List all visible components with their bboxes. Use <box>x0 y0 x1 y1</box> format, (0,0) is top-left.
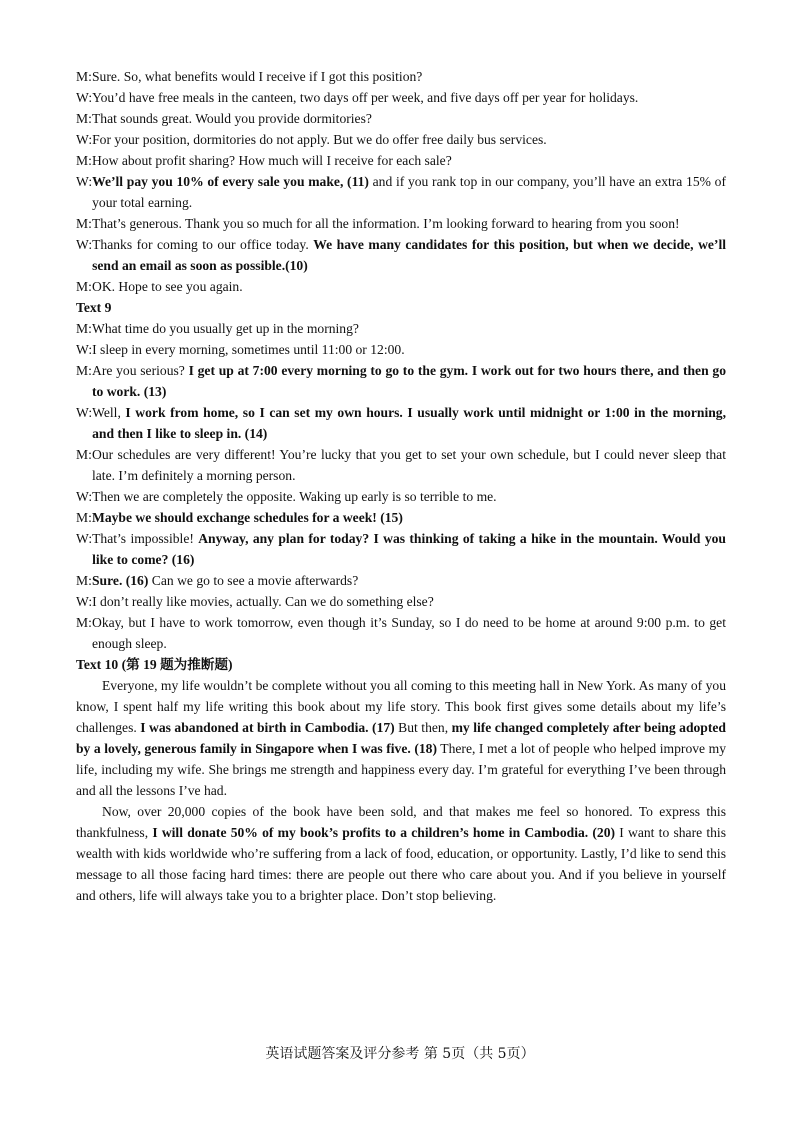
speaker-label: M: <box>76 69 92 84</box>
dialogue-line <box>76 276 726 297</box>
speaker-label: W: <box>76 531 93 546</box>
dialogue-line <box>76 339 726 360</box>
text-10-heading: Text 10 (第 19 题为推断题) <box>76 657 233 672</box>
dialogue-line <box>76 213 726 234</box>
dialogue-line <box>76 528 726 570</box>
text-run: Are you serious? <box>92 363 189 378</box>
speaker-label: M: <box>76 363 92 378</box>
dialogue-line <box>76 318 726 339</box>
dialogue-line <box>76 150 726 171</box>
dialogue-line <box>76 234 726 276</box>
text-run: For your position, dormitories do not apply. But we do offer free daily bus services. <box>92 132 547 147</box>
text-run: There, I met a lot of people who helped improve my life, including my wife. She brings me strength and happiness every day. I’m grateful for everything I’ve been through and all the lessons I’ve had. <box>76 741 726 798</box>
answer-evidence: Sure. (16) <box>92 573 149 588</box>
text-run: Our schedules are very different! You’re lucky that you get to set your own schedule, but I could never sleep that late. I’m definitely a morning person. <box>92 447 726 483</box>
text-9-heading: Text 9 <box>76 300 112 315</box>
answer-evidence: Anyway, any plan for today? I was thinking of taking a hike in the mountain. Would you like to come? (16) <box>92 531 726 567</box>
answer-evidence: I was abandoned at birth in Cambodia. (17) <box>140 720 395 735</box>
speaker-label: M: <box>76 321 92 336</box>
dialogue-text <box>92 171 726 213</box>
dialogue-text <box>92 528 726 570</box>
text-run: That’s impossible! <box>92 531 199 546</box>
text-run: OK. Hope to see you again. <box>92 279 243 294</box>
text-run: What time do you usually get up in the morning? <box>92 321 359 336</box>
answer-evidence: my life changed completely after being adopted by a lovely, generous family in Singapore when I was five. (18) <box>76 720 726 756</box>
speaker-label: M: <box>76 279 92 294</box>
answer-evidence: I work from home, so I can set my own hours. I usually work until midnight or 1:00 in the morning, and then I like to sleep in. (14) <box>92 405 726 441</box>
dialogue-text <box>92 360 726 402</box>
speaker-label: W: <box>76 174 93 189</box>
conversation-text-8 <box>76 66 726 297</box>
speaker-label: W: <box>76 489 93 504</box>
text-run: Well, <box>92 405 126 420</box>
speaker-label: W: <box>76 594 93 609</box>
dialogue-line <box>76 507 726 528</box>
answer-evidence: I get up at 7:00 every morning to go to the gym. I work out for two hours there, and then go to work. (13) <box>92 363 726 399</box>
dialogue-text <box>92 318 726 339</box>
dialogue-line <box>76 66 726 87</box>
dialogue-line <box>76 486 726 507</box>
text-run: Okay, but I have to work tomorrow, even though it’s Sunday, so I do need to be home at around 9:00 p.m. to get enough sleep. <box>92 615 726 651</box>
dialogue-line <box>76 87 726 108</box>
text-run: That sounds great. Would you provide dormitories? <box>92 111 372 126</box>
speaker-label: M: <box>76 573 92 588</box>
answer-evidence: We have many candidates for this position, but when we decide, we’ll send an email as soon as possible.(10) <box>92 237 727 273</box>
dialogue-line <box>76 108 726 129</box>
text-run: How about profit sharing? How much will I receive for each sale? <box>92 153 452 168</box>
answer-evidence: I will donate 50% of my book’s profits to a children’s home in Cambodia. (20) <box>152 825 616 840</box>
dialogue-line <box>76 129 726 150</box>
text-run: I don’t really like movies, actually. Can we do something else? <box>92 594 434 609</box>
conversation-text-9 <box>76 318 726 654</box>
text-run: Thanks for coming to our office today. <box>92 237 314 252</box>
text-run: You’d have free meals in the canteen, two days off per week, and five days off per year for holidays. <box>92 90 639 105</box>
speaker-label: W: <box>76 405 93 420</box>
dialogue-text <box>92 108 726 129</box>
dialogue-text <box>92 507 726 528</box>
text-run: and if you rank top in our company, you’ll have an extra 15% of your total earning. <box>92 174 726 210</box>
dialogue-line <box>76 570 726 591</box>
speaker-label: M: <box>76 111 92 126</box>
dialogue-line <box>76 591 726 612</box>
dialogue-line <box>76 402 726 444</box>
passage-paragraph <box>76 675 726 801</box>
page-footer: 英语试题答案及评分参考 第 5页（共 5页） <box>265 1046 535 1062</box>
dialogue-line <box>76 612 726 654</box>
text-run: Everyone, my life wouldn’t be complete without you all coming to this meeting hall in New York. As many of you know, I spent half my life writing this book about my life story. This book first gives some details about my life’s challenges. <box>76 678 726 735</box>
dialogue-line <box>76 171 726 213</box>
dialogue-line <box>76 360 726 402</box>
dialogue-text <box>92 234 726 276</box>
text-run: But then, <box>394 720 452 735</box>
passage-paragraph <box>76 801 726 906</box>
dialogue-text <box>92 486 726 507</box>
dialogue-text <box>92 339 726 360</box>
speaker-label: W: <box>76 132 93 147</box>
text-run: I sleep in every morning, sometimes until 11:00 or 12:00. <box>92 342 405 357</box>
dialogue-text <box>92 591 726 612</box>
speaker-label: W: <box>76 342 93 357</box>
speaker-label: M: <box>76 615 92 630</box>
dialogue-text <box>92 612 726 654</box>
speaker-label: W: <box>76 90 93 105</box>
dialogue-text <box>92 402 726 444</box>
dialogue-text <box>92 444 726 486</box>
dialogue-text <box>92 570 726 591</box>
dialogue-text <box>92 150 726 171</box>
speaker-label: M: <box>76 447 92 462</box>
dialogue-text <box>92 276 726 297</box>
speaker-label: M: <box>76 153 92 168</box>
text-run: I want to share this wealth with kids worldwide who’re suffering from a lack of food, education, or opportunity. Lastly, I’d like to send this message to all those facing hard times: there are people out there who care about you. And if you believe in yourself and others, life will always take you to a brighter place. Don’t stop believing. <box>76 825 726 903</box>
answer-evidence: We’ll pay you 10% of every sale you make, (11) <box>92 174 369 189</box>
dialogue-text <box>92 87 726 108</box>
text-run: Sure. So, what benefits would I receive if I got this position? <box>92 69 423 84</box>
text-run: Can we go to see a movie afterwards? <box>148 573 359 588</box>
text-run: That’s generous. Thank you so much for all the information. I’m looking forward to hearing from you soon! <box>92 216 680 231</box>
dialogue-text <box>92 213 726 234</box>
answer-evidence: Maybe we should exchange schedules for a week! (15) <box>92 510 403 525</box>
speaker-label: M: <box>76 216 92 231</box>
speaker-label: M: <box>76 510 92 525</box>
text-run: Now, over 20,000 copies of the book have been sold, and that makes me feel so honored. To express this thankfulness, <box>76 804 726 840</box>
dialogue-line <box>76 444 726 486</box>
dialogue-text <box>92 66 726 87</box>
answer-key-content <box>76 66 726 906</box>
passage-text-10 <box>76 675 726 906</box>
dialogue-text <box>92 129 726 150</box>
text-run: Then we are completely the opposite. Waking up early is so terrible to me. <box>92 489 497 504</box>
speaker-label: W: <box>76 237 93 252</box>
